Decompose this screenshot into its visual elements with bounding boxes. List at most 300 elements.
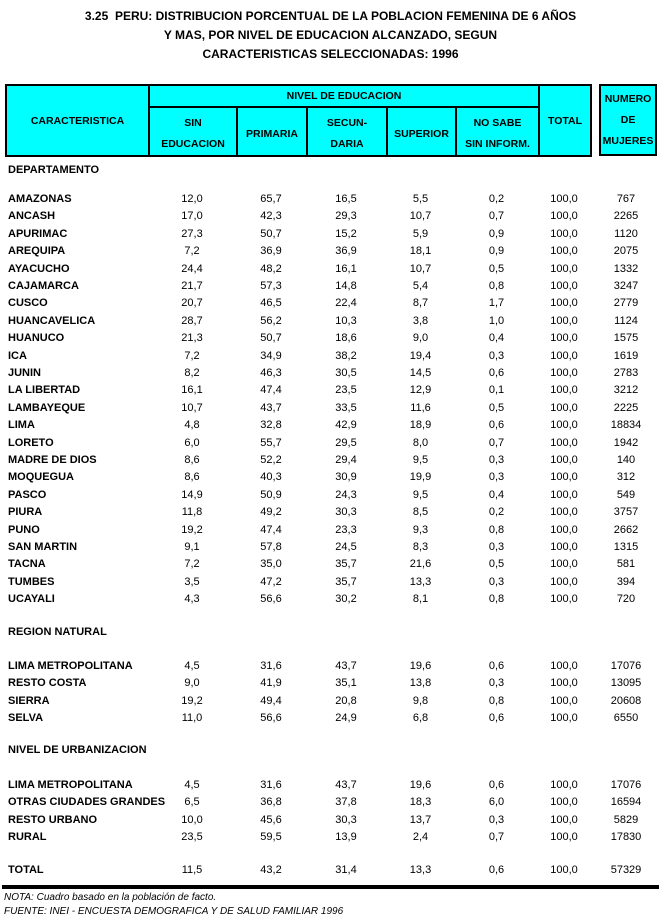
- cell-value: 19,9: [409, 471, 432, 484]
- cell-value: 13,9: [335, 830, 357, 843]
- note-nota: NOTA: Cuadro basado en la población de facto.: [4, 892, 217, 904]
- cell-value: 36,9: [335, 245, 357, 258]
- cell-value: 100,0: [550, 297, 578, 310]
- cell-value: 8,5: [412, 506, 429, 519]
- cell-value: 100,0: [550, 401, 578, 414]
- row-label: SAN MARTIN: [8, 540, 78, 553]
- table-row: [5, 486, 661, 503]
- cell-value: 19,6: [409, 778, 432, 791]
- cell-value: 23,5: [181, 830, 203, 843]
- cell-value: 35,7: [335, 575, 357, 588]
- cell-value: 21,7: [181, 280, 203, 293]
- cell-value: 50,9: [260, 488, 282, 501]
- cell-value: 10,3: [335, 314, 357, 327]
- cell-value: 27,3: [181, 227, 203, 240]
- cell-value: 43,7: [335, 778, 357, 791]
- title-line-2: Y MAS, POR NIVEL DE EDUCACION ALCANZADO, SEGUN: [163, 28, 498, 42]
- cell-num-mujeres: 1619: [613, 349, 639, 362]
- cell-value: 57,8: [260, 540, 282, 553]
- cell-value: 100,0: [550, 712, 578, 725]
- cell-value: 100,0: [550, 193, 578, 206]
- cell-value: 0,3: [488, 453, 505, 466]
- table-row: [5, 364, 661, 381]
- cell-num-mujeres: 13095: [610, 677, 642, 690]
- cell-value: 100,0: [550, 523, 578, 536]
- cell-value: 0,6: [488, 659, 505, 672]
- cell-value: 100,0: [550, 796, 578, 809]
- table-row: [5, 657, 661, 674]
- row-label: HUANUCO: [8, 332, 65, 345]
- cell-num-mujeres: 767: [616, 193, 636, 206]
- cell-value: 29,5: [335, 436, 357, 449]
- header-line: SUPERIOR: [394, 127, 449, 140]
- cell-value: 19,6: [409, 659, 432, 672]
- cell-value: 8,1: [412, 593, 429, 606]
- cell-num-mujeres: 581: [616, 558, 636, 571]
- cell-value: 46,3: [260, 366, 282, 379]
- cell-value: 9,8: [412, 694, 429, 707]
- header-line: SECUN-: [326, 117, 368, 129]
- cell-value: 0,6: [488, 712, 505, 725]
- cell-num-mujeres: 57329: [610, 864, 642, 877]
- cell-value: 7,2: [184, 245, 200, 258]
- cell-value: 16,1: [335, 262, 357, 275]
- cell-num-mujeres: 394: [616, 575, 636, 588]
- column-header-secundaria: [307, 107, 387, 156]
- row-label: UCAYALI: [8, 593, 55, 606]
- section: [5, 624, 661, 727]
- row-label: PASCO: [8, 488, 47, 501]
- cell-num-mujeres: 17076: [610, 778, 642, 791]
- cell-value: 31,6: [260, 659, 282, 672]
- table-row: [5, 573, 661, 590]
- cell-value: 7,2: [184, 349, 200, 362]
- cell-value: 8,6: [184, 453, 200, 466]
- cell-value: 19,2: [181, 694, 203, 707]
- cell-value: 41,9: [260, 677, 282, 690]
- cell-value: 16,1: [181, 384, 203, 397]
- column-header-total: TOTAL: [539, 85, 591, 156]
- cell-num-mujeres: 16594: [610, 796, 642, 809]
- cell-value: 18,3: [409, 796, 432, 809]
- cell-value: 30,2: [335, 593, 357, 606]
- cell-value: 19,4: [409, 349, 432, 362]
- cell-value: 100,0: [550, 575, 578, 588]
- cell-value: 17,0: [181, 210, 203, 223]
- row-label: PIURA: [8, 506, 43, 519]
- cell-num-mujeres: 549: [616, 488, 636, 501]
- cell-value: 35,1: [335, 677, 357, 690]
- row-label: ANCASH: [8, 210, 56, 223]
- cell-value: 0,6: [488, 419, 505, 432]
- row-label: TUMBES: [8, 575, 55, 588]
- cell-value: 0,8: [488, 694, 505, 707]
- table-row: [5, 794, 661, 811]
- cell-value: 100,0: [550, 778, 578, 791]
- cell-value: 8,7: [412, 297, 429, 310]
- cell-value: 56,2: [260, 314, 282, 327]
- cell-num-mujeres: 20608: [610, 694, 642, 707]
- cell-value: 14,5: [409, 366, 432, 379]
- cell-value: 100,0: [550, 262, 578, 275]
- table-row: [5, 260, 661, 277]
- cell-value: 38,2: [335, 349, 357, 362]
- row-label: HUANCAVELICA: [8, 314, 96, 327]
- row-label: AMAZONAS: [8, 193, 72, 206]
- cell-value: 0,5: [488, 262, 505, 275]
- row-label: MADRE DE DIOS: [8, 453, 97, 466]
- cell-num-mujeres: 720: [616, 593, 636, 606]
- row-label: LORETO: [8, 436, 54, 449]
- section: [5, 742, 661, 846]
- cell-value: 36,9: [260, 245, 282, 258]
- cell-value: 40,3: [260, 471, 282, 484]
- cell-value: 4,5: [184, 659, 200, 672]
- header-line: NUMERO: [604, 92, 652, 105]
- table-row: [5, 469, 661, 486]
- cell-value: 52,2: [260, 453, 282, 466]
- cell-value: 10,7: [409, 262, 432, 275]
- cell-value: 42,9: [335, 419, 357, 432]
- cell-value: 0,7: [488, 436, 505, 449]
- cell-value: 19,2: [181, 523, 203, 536]
- row-label: LIMA METROPOLITANA: [8, 778, 133, 791]
- row-label: JUNIN: [8, 366, 42, 379]
- table-row: [5, 243, 661, 260]
- cell-value: 47,4: [260, 384, 282, 397]
- cell-value: 100,0: [550, 245, 578, 258]
- cell-value: 100,0: [550, 332, 578, 345]
- cell-value: 100,0: [550, 436, 578, 449]
- row-label: PUNO: [8, 523, 40, 536]
- cell-value: 18,6: [335, 332, 357, 345]
- cell-num-mujeres: 3212: [613, 384, 639, 397]
- table-row: [5, 503, 661, 520]
- cell-value: 1,0: [488, 314, 505, 327]
- column-header-superior: [387, 107, 456, 156]
- cell-value: 45,6: [260, 813, 282, 826]
- cell-value: 30,3: [335, 813, 357, 826]
- cell-value: 50,7: [260, 227, 282, 240]
- cell-value: 49,2: [260, 506, 282, 519]
- section-heading: REGION NATURAL: [8, 625, 107, 638]
- cell-value: 18,1: [409, 245, 432, 258]
- header-line: PRIMARIA: [246, 127, 298, 140]
- cell-value: 29,3: [335, 210, 357, 223]
- cell-value: 9,5: [412, 488, 429, 501]
- header-line: SIN INFORM.: [465, 138, 530, 150]
- row-label: ICA: [8, 349, 27, 362]
- cell-value: 0,8: [488, 280, 505, 293]
- cell-value: 8,3: [412, 540, 429, 553]
- cell-value: 100,0: [550, 506, 578, 519]
- cell-value: 9,0: [184, 677, 200, 690]
- cell-value: 0,3: [488, 540, 505, 553]
- cell-value: 0,3: [488, 813, 505, 826]
- cell-value: 9,0: [412, 332, 429, 345]
- header-line: SIN: [184, 117, 202, 129]
- table-row: [5, 277, 661, 294]
- cell-value: 35,0: [260, 558, 282, 571]
- cell-value: 9,1: [184, 540, 200, 553]
- cell-value: 0,4: [488, 488, 505, 501]
- cell-value: 5,4: [412, 280, 429, 293]
- cell-value: 30,5: [335, 366, 357, 379]
- cell-value: 3,5: [184, 575, 200, 588]
- row-label: AYACUCHO: [8, 262, 70, 275]
- cell-value: 24,5: [335, 540, 357, 553]
- cell-value: 4,3: [184, 593, 200, 606]
- cell-value: 4,5: [184, 778, 200, 791]
- cell-value: 13,3: [409, 575, 432, 588]
- cell-num-mujeres: 3247: [613, 280, 639, 293]
- cell-value: 33,5: [335, 401, 357, 414]
- column-header-caracteristica: CARACTERISTICA: [6, 85, 149, 156]
- cell-value: 0,9: [488, 245, 505, 258]
- cell-num-mujeres: 17830: [610, 830, 642, 843]
- row-label: APURIMAC: [8, 227, 68, 240]
- header-grid: [5, 84, 592, 157]
- cell-value: 100,0: [550, 694, 578, 707]
- cell-value: 10,7: [181, 401, 203, 414]
- page-title: [0, 0, 661, 64]
- table-row: [5, 776, 661, 793]
- table-row: [5, 521, 661, 538]
- cell-value: 100,0: [550, 864, 578, 877]
- header-line: DE: [620, 113, 636, 126]
- cell-value: 100,0: [550, 830, 578, 843]
- cell-num-mujeres: 2075: [613, 245, 639, 258]
- title-line-1: 3.25 PERU: DISTRIBUCION PORCENTUAL DE LA POBLACION FEMENINA DE 6 AÑOS: [84, 9, 577, 23]
- cell-num-mujeres: 140: [616, 453, 636, 466]
- cell-value: 11,0: [181, 712, 203, 725]
- cell-value: 24,3: [335, 488, 357, 501]
- table-row: [5, 451, 661, 468]
- cell-value: 43,7: [260, 401, 282, 414]
- cell-value: 23,3: [335, 523, 357, 536]
- cell-value: 4,8: [184, 419, 200, 432]
- cell-value: 0,1: [488, 384, 505, 397]
- row-label: RURAL: [8, 830, 47, 843]
- row-label: MOQUEGUA: [8, 471, 74, 484]
- table-row: [5, 225, 661, 242]
- cell-value: 7,2: [184, 558, 200, 571]
- table-header: [5, 84, 661, 156]
- cell-value: 21,3: [181, 332, 203, 345]
- section-heading: DEPARTAMENTO: [8, 164, 100, 176]
- cell-value: 6,5: [184, 796, 200, 809]
- cell-value: 12,9: [409, 384, 432, 397]
- table-row: [5, 556, 661, 573]
- cell-num-mujeres: 6550: [613, 712, 639, 725]
- cell-value: 0,6: [488, 366, 505, 379]
- cell-value: 0,5: [488, 401, 505, 414]
- header-line: EDUCACION: [161, 138, 225, 150]
- row-label: TACNA: [8, 558, 46, 571]
- row-label: RESTO COSTA: [8, 677, 87, 690]
- table-row: [5, 590, 661, 607]
- cell-value: 9,3: [412, 523, 429, 536]
- cell-value: 0,5: [488, 558, 505, 571]
- cell-num-mujeres: 2783: [613, 366, 639, 379]
- cell-num-mujeres: 312: [616, 471, 636, 484]
- cell-value: 0,8: [488, 593, 505, 606]
- cell-value: 11,8: [181, 506, 203, 519]
- table-row: [5, 828, 661, 845]
- cell-value: 100,0: [550, 593, 578, 606]
- cell-value: 6,0: [488, 796, 505, 809]
- cell-value: 5,9: [412, 227, 429, 240]
- cell-value: 18,9: [409, 419, 432, 432]
- cell-value: 11,5: [181, 864, 203, 877]
- row-label: LIMA: [8, 419, 35, 432]
- title-line-3: CARACTERISTICAS SELECCIONADAS: 1996: [202, 47, 459, 61]
- section-heading: NIVEL DE URBANIZACION: [8, 743, 147, 756]
- cell-value: 21,6: [409, 558, 432, 571]
- cell-value: 20,7: [181, 297, 203, 310]
- cell-value: 0,4: [488, 332, 505, 345]
- header-gap: [592, 84, 599, 156]
- cell-value: 12,0: [181, 193, 203, 206]
- header-line: MUJERES: [602, 134, 654, 147]
- table-row: [5, 434, 661, 451]
- cell-num-mujeres: 1315: [613, 540, 639, 553]
- table-row: [5, 295, 661, 312]
- row-label: OTRAS CIUDADES GRANDES: [8, 796, 166, 809]
- cell-value: 0,9: [488, 227, 505, 240]
- header-line: NO SABE: [473, 117, 522, 129]
- row-label: LA LIBERTAD: [8, 384, 81, 397]
- section: [5, 162, 661, 608]
- footer-divider: [2, 885, 659, 889]
- table-row: [5, 190, 661, 207]
- cell-value: 14,8: [335, 280, 357, 293]
- row-label: SIERRA: [8, 694, 50, 707]
- cell-value: 6,0: [184, 436, 200, 449]
- cell-value: 30,9: [335, 471, 357, 484]
- row-label: LAMBAYEQUE: [8, 401, 86, 414]
- cell-value: 56,6: [260, 593, 282, 606]
- cell-value: 28,7: [181, 314, 203, 327]
- cell-num-mujeres: 1575: [613, 332, 639, 345]
- cell-value: 100,0: [550, 488, 578, 501]
- cell-value: 13,3: [409, 864, 432, 877]
- cell-value: 100,0: [550, 384, 578, 397]
- cell-value: 100,0: [550, 366, 578, 379]
- cell-value: 0,7: [488, 830, 505, 843]
- cell-value: 16,5: [335, 193, 357, 206]
- cell-value: 56,6: [260, 712, 282, 725]
- column-header-sin-educacion: [149, 107, 237, 156]
- cell-num-mujeres: 1120: [614, 227, 638, 240]
- cell-value: 5,5: [412, 193, 429, 206]
- cell-value: 0,3: [488, 471, 505, 484]
- cell-value: 1,7: [488, 297, 505, 310]
- cell-value: 100,0: [550, 659, 578, 672]
- column-header-no-sabe: [456, 107, 539, 156]
- cell-value: 11,6: [410, 401, 431, 414]
- cell-value: 42,3: [260, 210, 282, 223]
- cell-value: 20,8: [335, 694, 357, 707]
- cell-value: 30,3: [335, 506, 357, 519]
- table-body: [5, 162, 661, 879]
- cell-value: 0,6: [488, 864, 505, 877]
- cell-value: 100,0: [550, 349, 578, 362]
- table-row: [5, 675, 661, 692]
- cell-value: 100,0: [550, 419, 578, 432]
- cell-value: 29,4: [335, 453, 357, 466]
- cell-value: 0,2: [488, 193, 505, 206]
- cell-value: 3,8: [412, 314, 429, 327]
- cell-value: 6,8: [412, 712, 429, 725]
- cell-value: 43,7: [335, 659, 357, 672]
- cell-value: 8,2: [184, 366, 200, 379]
- cell-value: 59,5: [260, 830, 282, 843]
- cell-value: 100,0: [550, 453, 578, 466]
- cell-value: 2,4: [412, 830, 429, 843]
- cell-value: 14,9: [181, 488, 203, 501]
- table-row: [5, 709, 661, 726]
- cell-num-mujeres: 1332: [613, 262, 639, 275]
- cell-value: 35,7: [335, 558, 357, 571]
- cell-value: 36,8: [260, 796, 282, 809]
- total-row: [5, 862, 661, 879]
- cell-value: 0,3: [488, 677, 505, 690]
- cell-value: 0,3: [488, 349, 505, 362]
- column-group-nivel-de-educacion: NIVEL DE EDUCACION: [149, 85, 539, 107]
- row-label: TOTAL: [8, 864, 44, 877]
- cell-value: 0,3: [488, 575, 505, 588]
- cell-num-mujeres: 2779: [613, 297, 639, 310]
- table-row: [5, 330, 661, 347]
- table-row: [5, 347, 661, 364]
- cell-num-mujeres: 18834: [610, 419, 642, 432]
- cell-value: 57,3: [260, 280, 282, 293]
- cell-value: 22,4: [335, 297, 357, 310]
- table-row: [5, 538, 661, 555]
- cell-value: 10,0: [181, 813, 203, 826]
- cell-value: 0,2: [488, 506, 505, 519]
- cell-value: 100,0: [550, 227, 578, 240]
- cell-value: 9,5: [412, 453, 429, 466]
- cell-num-mujeres: 17076: [610, 659, 642, 672]
- table-row: [5, 416, 661, 433]
- cell-value: 100,0: [550, 558, 578, 571]
- cell-value: 49,4: [260, 694, 282, 707]
- cell-value: 100,0: [550, 210, 578, 223]
- cell-num-mujeres: 2225: [613, 401, 639, 414]
- table-row: [5, 382, 661, 399]
- row-label: RESTO URBANO: [8, 813, 98, 826]
- footer-notes: [4, 891, 661, 919]
- cell-value: 31,6: [260, 778, 282, 791]
- cell-value: 31,4: [335, 864, 357, 877]
- cell-value: 100,0: [550, 677, 578, 690]
- row-label: CAJAMARCA: [8, 280, 79, 293]
- cell-value: 100,0: [550, 314, 578, 327]
- cell-value: 8,0: [412, 436, 429, 449]
- table-row: [5, 811, 661, 828]
- cell-value: 13,8: [409, 677, 432, 690]
- cell-value: 23,5: [335, 384, 357, 397]
- note-fuente: FUENTE: INEI - ENCUESTA DEMOGRAFICA Y DE SALUD FAMILIAR 1996: [4, 906, 344, 918]
- row-label: CUSCO: [8, 297, 48, 310]
- cell-value: 43,2: [260, 864, 282, 877]
- cell-num-mujeres: 1942: [613, 436, 639, 449]
- cell-value: 100,0: [550, 813, 578, 826]
- cell-value: 8,6: [184, 471, 200, 484]
- cell-value: 50,7: [260, 332, 282, 345]
